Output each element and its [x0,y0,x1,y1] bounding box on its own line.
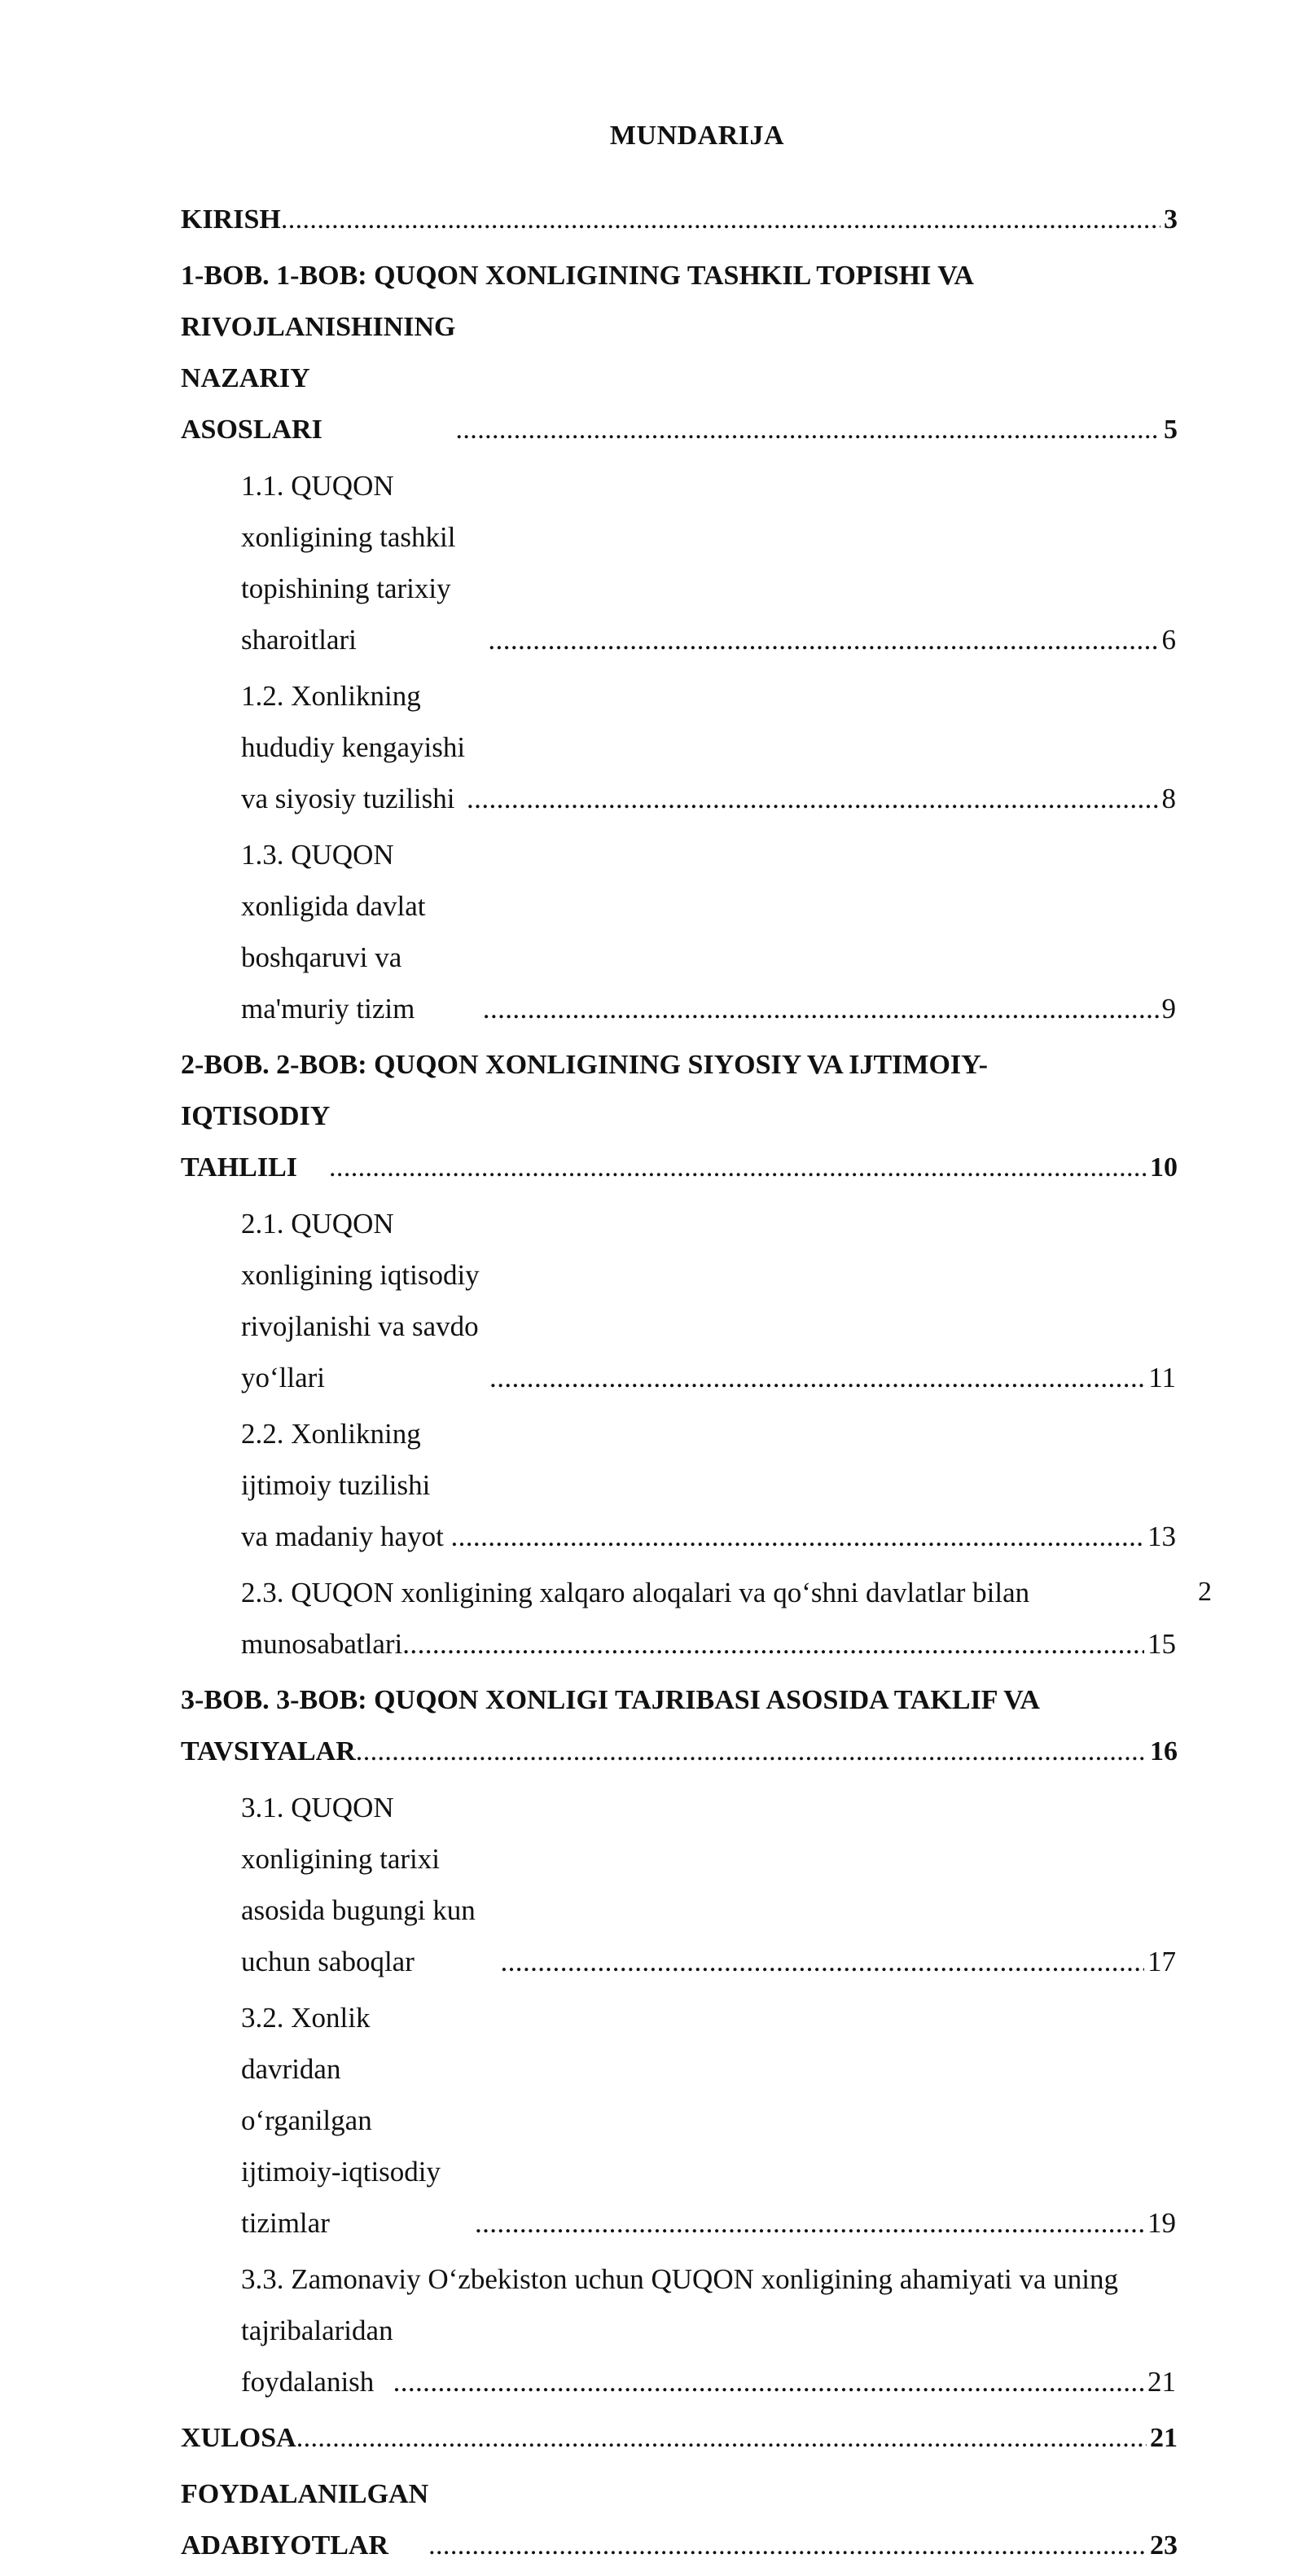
toc-page-number: 23 [1150,2530,1178,2561]
toc-entry-chapter-3[interactable] [181,1674,1178,1777]
toc-entry-chapter-1[interactable] [181,250,1178,455]
toc-page-number: 11 [1148,1362,1176,1393]
toc-page-number: 13 [1147,1521,1176,1552]
toc-entry-section-2-1[interactable] [181,1198,1176,1403]
toc-entry-label: 1.2. Xonlikning hududiy kengayishi va siyosiy tuzilishi [241,680,466,814]
toc-entry-section-1-3[interactable] [181,829,1176,1034]
toc-entry-label-line2: TAVSIYALAR [181,1736,356,1766]
toc-entry-label-line2: RIVOJLANISHINING NAZARIY ASOSLARI [181,312,456,445]
dot-leader [296,2412,1147,2464]
toc-entry-section-3-2[interactable] [181,1992,1176,2249]
toc-entry-section-1-1[interactable] [181,460,1176,665]
toc-entry-label: 1.3. QUQON xonligida davlat boshqaruvi va ma'muriy tizim [241,839,426,1025]
toc-entry-label: FOYDALANILGAN ADABIYOTLAR [181,2479,429,2561]
toc-entry-label-line1: 2-BOB. 2-BOB: QUQON XONLIGINING SIYOSIY VA IJTIMOIY- [181,1050,988,1080]
toc-page-number: 17 [1147,1946,1176,1977]
dot-leader [501,1936,1145,1987]
toc-entry-label-line2: munosabatlari [241,1628,403,1660]
dot-leader [402,1618,1144,1670]
toc-entry-label: 3.1. QUQON xonligining tarixi asosida bugungi kun uchun saboqlar [241,1792,476,1977]
toc-entry-label-line1: 1-BOB. 1-BOB: QUQON XONLIGINING TASHKIL TOPISHI VA [181,261,974,291]
toc-page-number: 8 [1161,783,1176,814]
dot-leader [475,2197,1144,2249]
toc-entry-label-line1: 2.3. QUQON xonligining xalqaro aloqalari va qo‘shni davlatlar bilan [241,1577,1030,1608]
toc-page-number: 3 [1164,204,1178,235]
toc-entry-label: 2.1. QUQON xonligining iqtisodiy rivojlanishi va savdo yo‘llari [241,1208,480,1393]
toc-page-number: 10 [1150,1152,1178,1183]
toc-page-number: 15 [1147,1628,1176,1660]
dot-leader [281,194,1160,245]
toc-entry-label: 2.2. Xonlikning ijtimoiy tuzilishi va madaniy hayot [241,1418,444,1552]
toc-entry-label: KIRISH [181,204,281,235]
dot-leader [456,404,1161,455]
dot-leader [450,1511,1144,1562]
page-title: MUNDARIJA [609,121,785,151]
dot-leader [428,2520,1147,2571]
toc-entry-section-1-2[interactable] [181,670,1176,824]
toc-entry-section-2-3[interactable] [181,1567,1176,1670]
dot-leader [356,1726,1147,1777]
toc-entry-label-line1: 3.3. Zamonaviy O‘zbekiston uchun QUQON xonligining ahamiyati va uning [241,2263,1119,2295]
toc-entry-label: 3.2. Xonlik davridan o‘rganilgan ijtimoiy-iqtisodiy tizimlar [241,2002,441,2239]
toc-entry-references[interactable] [181,2468,1178,2571]
dot-leader [483,983,1159,1034]
toc-entry-label: XULOSA [181,2423,296,2453]
toc-entry-label-line1: 3-BOB. 3-BOB: QUQON XONLIGI TAJRIBASI ASOSIDA TAKLIF VA [181,1685,1040,1715]
toc-entry-section-2-2[interactable] [181,1408,1176,1562]
toc-entry-section-3-3[interactable] [181,2253,1176,2407]
dot-leader [489,1352,1145,1403]
toc-page-number: 6 [1161,624,1176,656]
toc-entry-chapter-2[interactable] [181,1039,1178,1193]
toc-page-number: 5 [1164,415,1178,445]
toc-page-number: 21 [1147,2366,1176,2398]
table-of-contents [181,194,1178,2576]
toc-page-number: 9 [1161,993,1176,1025]
toc-page-number: 16 [1150,1736,1178,1766]
dot-leader [467,773,1158,824]
dot-leader [329,1142,1147,1193]
dot-leader [488,614,1158,665]
page-number: 2 [1198,1577,1212,1607]
toc-entry-xulosa[interactable] [181,2412,1178,2464]
dot-leader [393,2356,1144,2407]
toc-entry-label-line2: tajribalaridan foydalanish [241,2315,393,2398]
toc-page-number: 21 [1150,2423,1178,2453]
toc-entry-kirish[interactable] [181,194,1178,245]
toc-entry-label: 1.1. QUQON xonligining tashkil topishining tarixiy sharoitlari [241,470,456,656]
toc-page-number: 19 [1147,2207,1176,2239]
toc-entry-label-line2: IQTISODIY TAHLILI [181,1101,330,1183]
toc-entry-section-3-1[interactable] [181,1782,1176,1987]
